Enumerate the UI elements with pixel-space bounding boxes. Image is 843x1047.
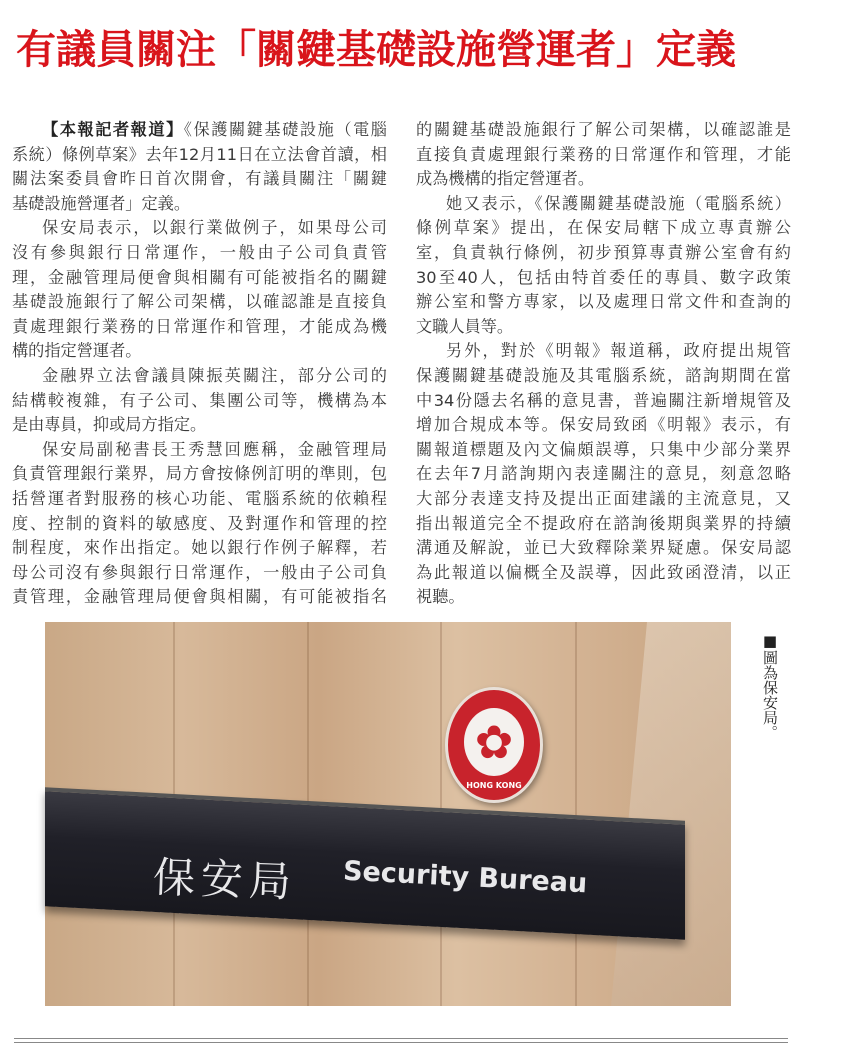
line-text: 保安局副秘書長王秀慧回應稱，金融管理局 [42, 439, 387, 459]
article-line [416, 585, 791, 610]
article-line [416, 143, 791, 168]
article-column-right [416, 118, 791, 610]
sign-chinese-text: 保安局 [152, 852, 298, 907]
line-text: 指出報道完全不提政府在諮詢後期與業界的持續 [416, 513, 791, 533]
article-line [12, 585, 387, 610]
article-line [416, 487, 791, 512]
article-line [12, 512, 387, 537]
line-text: 沒有參與銀行日常運作，一般由子公司負責管 [12, 242, 387, 262]
line-text: 負責管理銀行業界，局方會按條例訂明的準則，包 [12, 464, 387, 484]
panel-seam [575, 622, 577, 1006]
line-text: 結構較複雜，有子公司、集團公司等，機構為本 [12, 390, 387, 410]
article-line [12, 438, 387, 463]
line-text: 辦公室和警方專家，以及處理日常文件和查詢的 [416, 292, 791, 312]
line-text: 括營運者對服務的核心功能、電腦系統的依賴程 [12, 488, 387, 508]
line-text: 保護關鍵基礎設施及其電腦系統，諮詢期間在當 [416, 365, 791, 385]
article-line [12, 167, 387, 192]
article-line [12, 487, 387, 512]
article-line [416, 118, 791, 143]
emblem-text: HONG KONG [466, 781, 522, 790]
line-text: 的關鍵基礎設施銀行了解公司架構，以確認誰是 [416, 120, 791, 139]
line-text: 30至40人，包括由特首委任的專員、數字政策 [416, 267, 791, 287]
article-line [416, 462, 791, 487]
article-line [416, 266, 791, 291]
line-text: 《保護關鍵基礎設施（電腦 [183, 120, 387, 139]
article-line [12, 561, 387, 586]
article-line [416, 339, 791, 364]
sign-english-text: Security Bureau [342, 855, 588, 900]
line-text: 她又表示，《保護關鍵基礎設施（電腦系統） [446, 193, 791, 213]
article-line [12, 216, 387, 241]
line-text: 基礎設施銀行了解公司架構，以確認誰是直接負 [12, 292, 387, 312]
line-text: 基礎設施營運者」定義。 [12, 193, 191, 213]
article-line [416, 216, 791, 241]
line-text: 視聽。 [416, 587, 465, 607]
article-line [416, 315, 791, 340]
article-line [12, 413, 387, 438]
article-line [416, 389, 791, 414]
line-text: 金融界立法會議員陳振英關注，部分公司的 [42, 365, 387, 385]
article-line [416, 167, 791, 192]
line-text: 理，金融管理局便會與相關有可能被指名的關鍵 [12, 267, 387, 287]
hong-kong-emblem-icon: ✿ HONG KONG [445, 687, 543, 803]
article-line [416, 241, 791, 266]
line-text: 關法案委員會昨日首次開會，有議員關注「關鍵 [12, 169, 387, 189]
article-line [12, 290, 387, 315]
article-line [416, 536, 791, 561]
line-text: 度、控制的資料的敏感度、及對運作和管理的控 [12, 513, 387, 533]
article-line [12, 364, 387, 389]
article-line [12, 339, 387, 364]
line-text: 關報道標題及內文偏頗誤導，只集中少部分業界 [416, 439, 791, 459]
line-text: 另外，對於《明報》報道稱，政府提出規管 [446, 341, 791, 361]
line-text: 文職人員等。 [416, 316, 514, 336]
article-line [416, 413, 791, 438]
line-text: 母公司沒有參與銀行日常運作，一般由子公司負 [12, 562, 387, 582]
article-line [12, 266, 387, 291]
line-text: 是由專員，抑或局方指定。 [12, 415, 207, 435]
line-text: 系統）條例草案》去年12月11日在立法會首讀，相 [12, 144, 387, 164]
ceiling-panel [611, 622, 731, 1006]
article-line [12, 536, 387, 561]
line-text: 責處理銀行業務的日常運作和管理，才能成為機 [12, 316, 387, 336]
line-text: 成為機構的指定營運者。 [416, 169, 595, 189]
article-line [12, 118, 387, 143]
article-column-left [12, 118, 387, 610]
line-text: 溝通及解說，並已大致釋除業界疑慮。保安局認 [416, 538, 791, 558]
line-text: 大部分表達支持及提出正面建議的主流意見，又 [416, 488, 791, 508]
article-line [12, 315, 387, 340]
article-line [12, 389, 387, 414]
line-text: 條例草案》提出，在保安局轄下成立專責辦公 [416, 218, 791, 238]
line-text: 室，負責執行條例，初步預算專責辦公室會有約 [416, 242, 791, 262]
line-text: 責管理，金融管理局便會與相關，有可能被指名 [12, 587, 387, 607]
line-text: 制程度，來作出指定。她以銀行作例子解釋，若 [12, 538, 387, 558]
article-line [12, 462, 387, 487]
line-text: 中34份隱去名稱的意見書，普遍關注新增規管及 [416, 390, 791, 410]
article-line [416, 438, 791, 463]
article-line [416, 290, 791, 315]
article-line [12, 143, 387, 168]
article-line [416, 192, 791, 217]
article-line [416, 561, 791, 586]
line-text: 直接負責處理銀行業務的日常運作和管理，才能 [416, 144, 791, 164]
article-line [416, 512, 791, 537]
photo-caption: ■圖為保安局。 [761, 632, 779, 740]
article-photo [45, 622, 731, 1006]
article-line [416, 364, 791, 389]
article-line [12, 192, 387, 217]
line-text: 增加合規成本等。保安局致函《明報》表示，有 [416, 415, 791, 435]
line-text: 在去年7月諮詢期內表達關注的意見，刻意忽略 [416, 464, 791, 484]
bottom-divider-2 [14, 1042, 788, 1043]
article-line [12, 241, 387, 266]
line-text: 構的指定營運者。 [12, 341, 142, 361]
bottom-divider [14, 1038, 788, 1039]
line-text: 保安局表示，以銀行業做例子，如果母公司 [42, 218, 387, 238]
line-text: 為此報道以偏概全及誤導，因此致函澄清，以正 [416, 562, 791, 582]
reporter-lead: 【本報記者報道】 [42, 120, 184, 139]
headline: 有議員關注「關鍵基礎設施營運者」定義 [16, 27, 736, 73]
